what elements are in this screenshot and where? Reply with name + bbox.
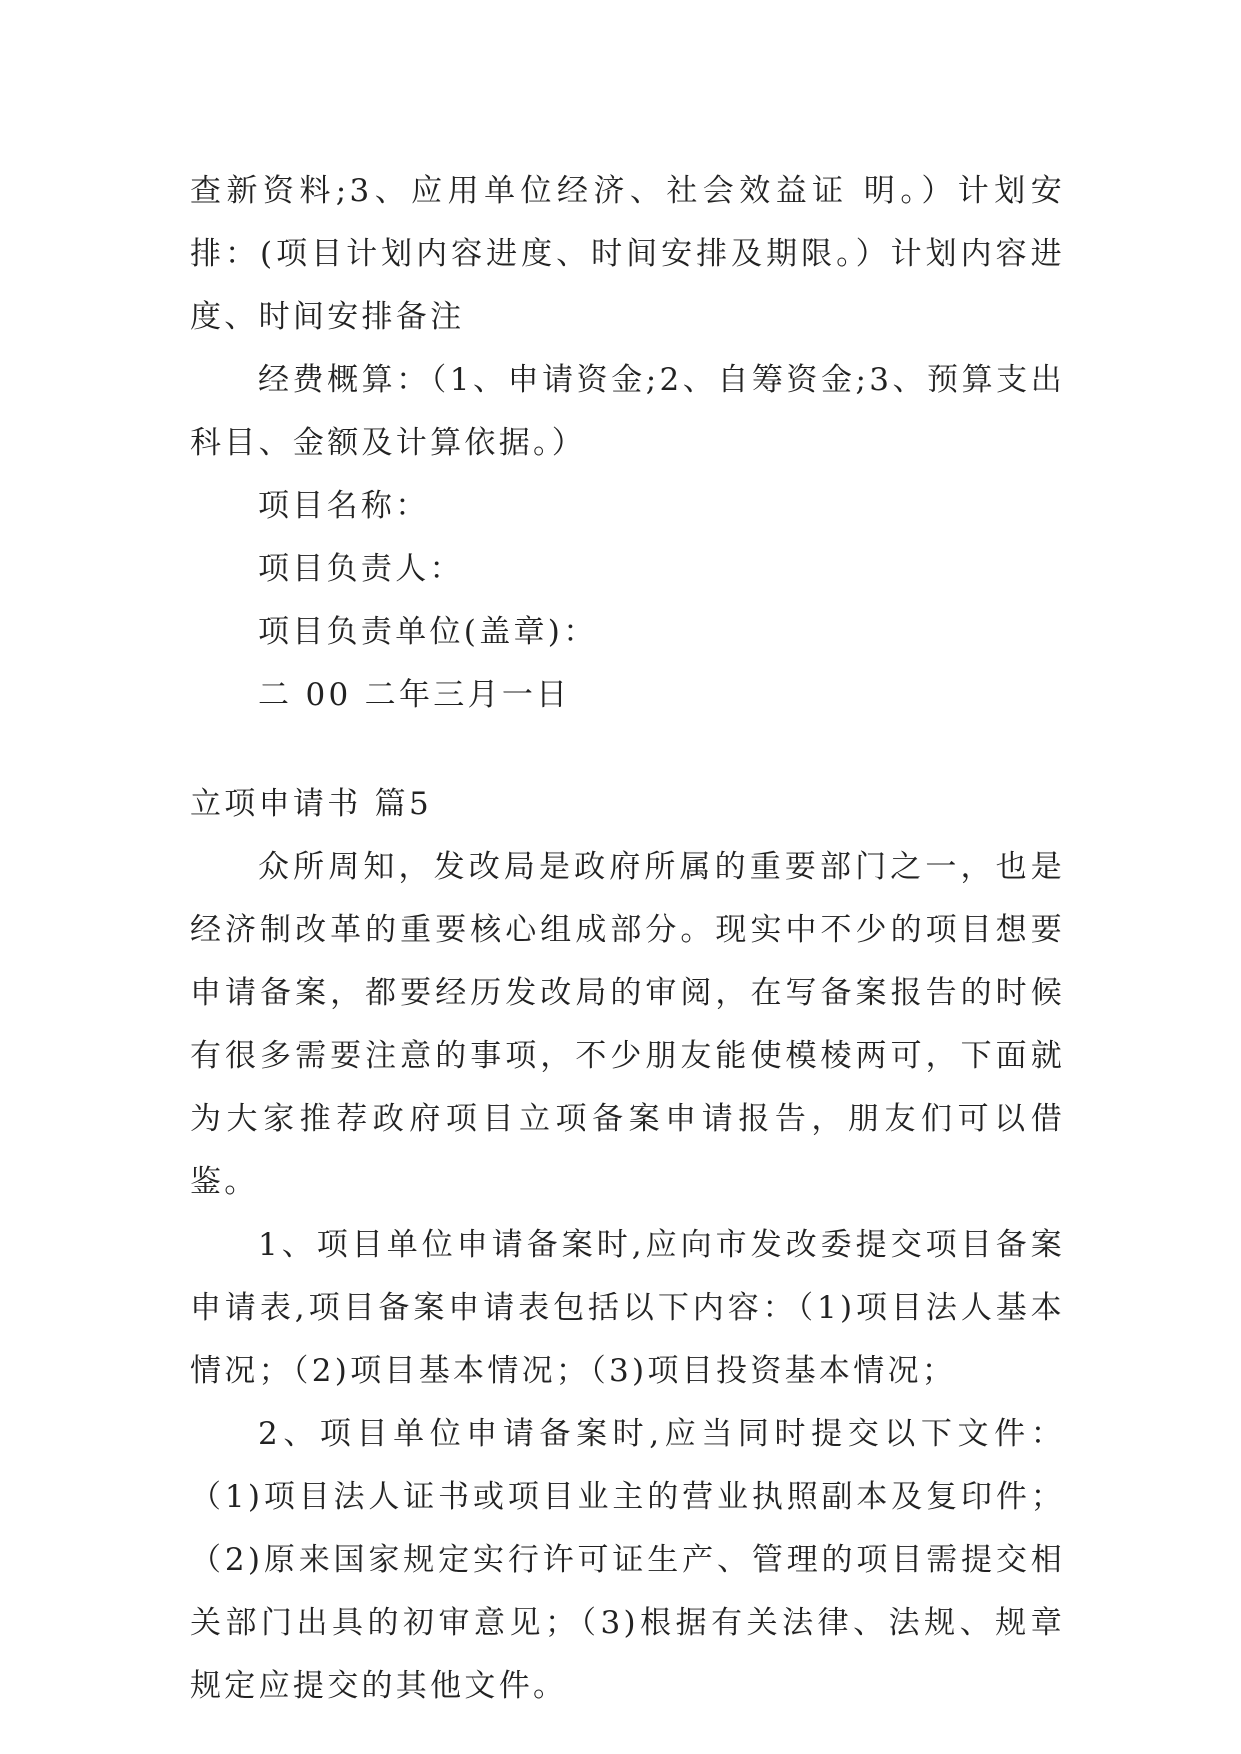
field-responsible-unit: 项目负责单位(盖章)： — [258, 614, 598, 650]
document-date: 二 00 二年三月一日 — [258, 677, 571, 713]
paragraph-budget-estimate: 经费概算：（1、申请资金;2、自筹资金;3、预算支出科目、金额及计算依据。） — [190, 362, 1065, 461]
document-body — [190, 160, 1065, 1718]
paragraph-introduction: 众所周知，发改局是政府所属的重要部门之一，也是经济制改革的重要核心组成部分。现实中不少的项目想要申请备案，都要经历发改局的审阅，在写备案报告的时候有很多需要注意的事项，不少朋友能使模棱两可，下面就为大家推荐政府项目立项备案申请报告，朋友们可以借鉴。 — [190, 849, 1065, 1200]
section-spacer — [190, 727, 1065, 773]
section-title: 立项申请书 篇5 — [190, 786, 432, 822]
paragraph-research-materials: 查新资料;3、应用单位经济、社会效益证 明。）计划安排：(项目计划内容进度、时间安排及期限。）计划内容进度、时间安排备注 — [190, 173, 1065, 335]
field-project-name: 项目名称： — [258, 488, 430, 524]
field-project-leader: 项目负责人： — [258, 551, 464, 587]
paragraph-item-1: 1、项目单位申请备案时,应向市发改委提交项目备案申请表,项目备案申请表包括以下内容：（1)项目法人基本情况；（2)项目基本情况；（3)项目投资基本情况； — [190, 1227, 1065, 1389]
paragraph-item-2: 2、项目单位申请备案时,应当同时提交以下文件：（1)项目法人证书或项目业主的营业执照副本及复印件；（2)原来国家规定实行许可证生产、管理的项目需提交相关部门出具的初审意见；（3)根据有关法律、法规、规章规定应提交的其他文件。 — [190, 1416, 1065, 1704]
